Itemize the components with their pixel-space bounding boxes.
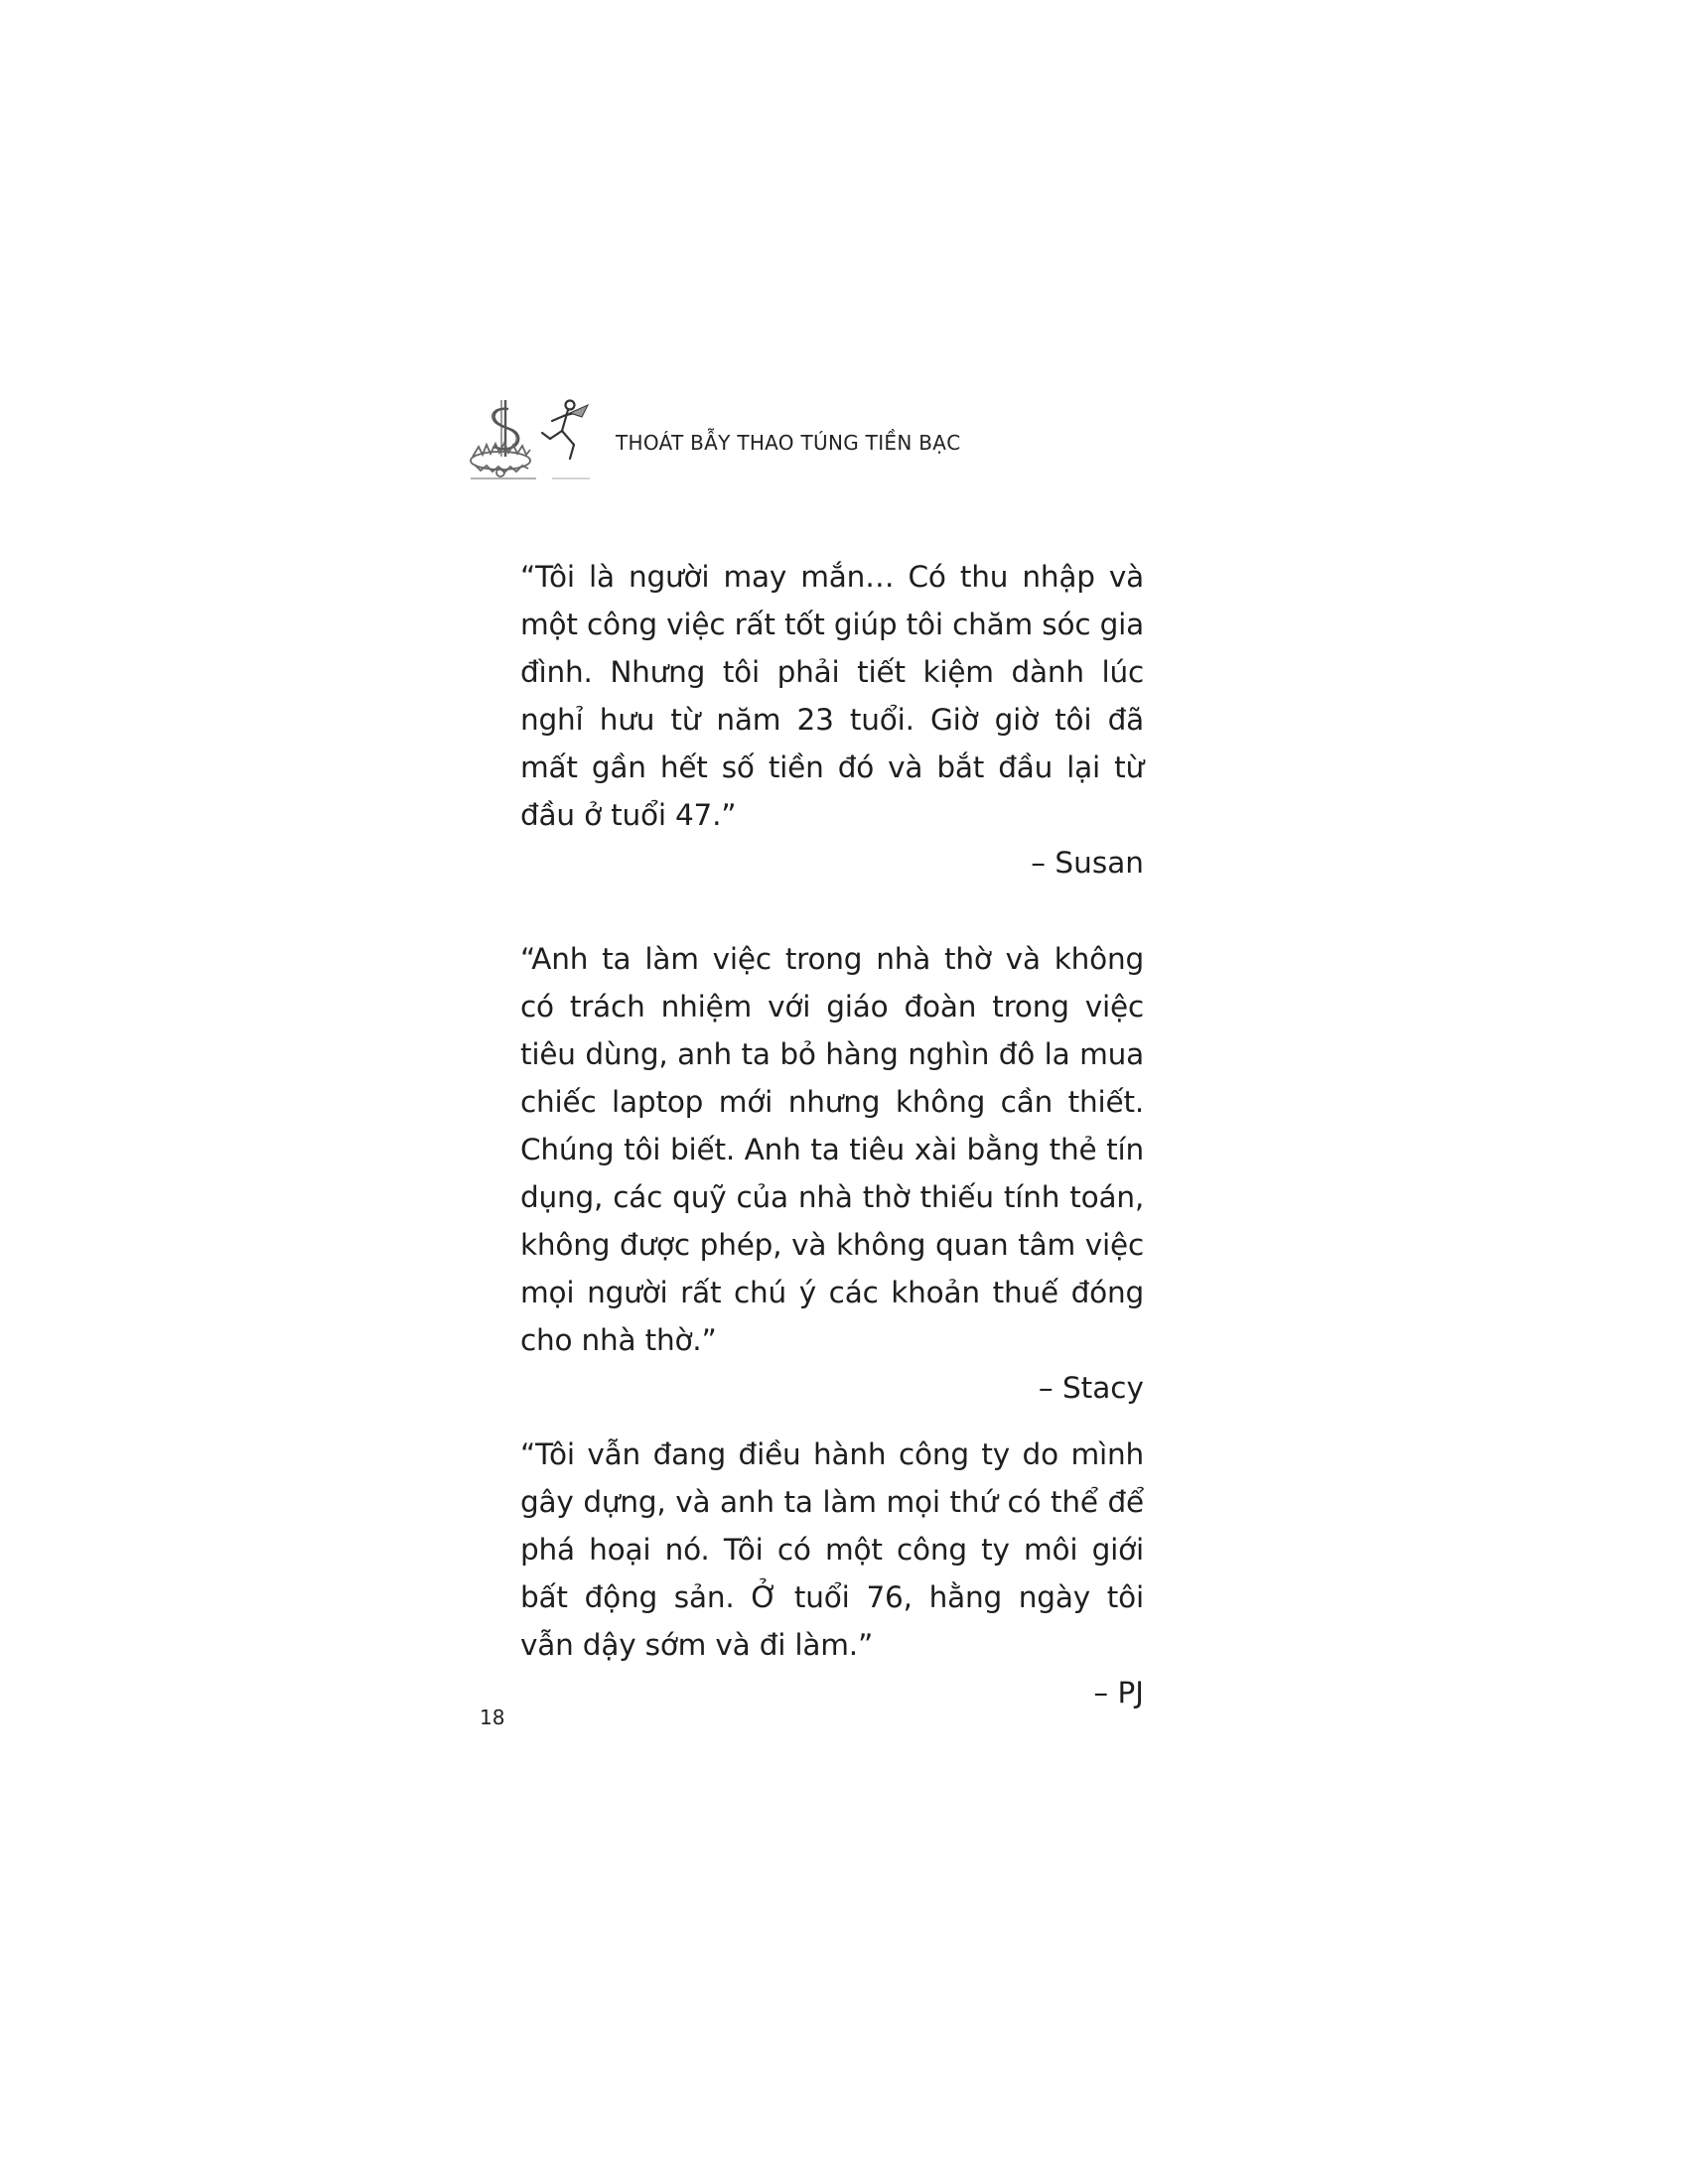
page-number: 18 bbox=[480, 1706, 505, 1729]
quote-block bbox=[520, 553, 1144, 887]
quote-author: – Susan bbox=[1031, 846, 1144, 880]
quote-text: “Tôi vẫn đang điều hành công ty do mình gây dựng, và anh ta làm mọi thứ có thể để phá hoại nó. Tôi có một công ty môi giới bất động sản. Ở tuổi 76, hằng ngày tôi vẫn dậy sớm và đi làm.” bbox=[520, 1437, 1144, 1662]
dollar-trap-runner-icon bbox=[467, 395, 606, 484]
running-header bbox=[467, 395, 961, 484]
quote-block bbox=[520, 935, 1144, 1412]
quote-text: “Anh ta làm việc trong nhà thờ và không có trách nhiệm với giáo đoàn trong việc tiêu dùng, anh ta bỏ hàng nghìn đô la mua chiếc laptop mới nhưng không cần thiết. Chúng tôi biết. Anh ta tiêu xài bằng thẻ tín dụng, các quỹ của nhà thờ thiếu tính toán, không được phép, và không quan tâm việc mọi người rất chú ý các khoản thuế đóng cho nhà thờ.” bbox=[520, 942, 1144, 1357]
quote-text: “Tôi là người may mắn… Có thu nhập và một công việc rất tốt giúp tôi chăm sóc gia đình. Nhưng tôi phải tiết kiệm dành lúc nghỉ hưu từ năm 23 tuổi. Giờ giờ tôi đã mất gần hết số tiền đó và bắt đầu lại từ đầu ở tuổi 47.” bbox=[520, 560, 1144, 832]
quote-author: – PJ bbox=[1093, 1676, 1144, 1709]
running-header-title: THOÁT BẪY THAO TÚNG TIỀN BẠC bbox=[616, 431, 961, 455]
quote-author: – Stacy bbox=[1038, 1371, 1144, 1405]
quote-block bbox=[520, 1431, 1144, 1716]
